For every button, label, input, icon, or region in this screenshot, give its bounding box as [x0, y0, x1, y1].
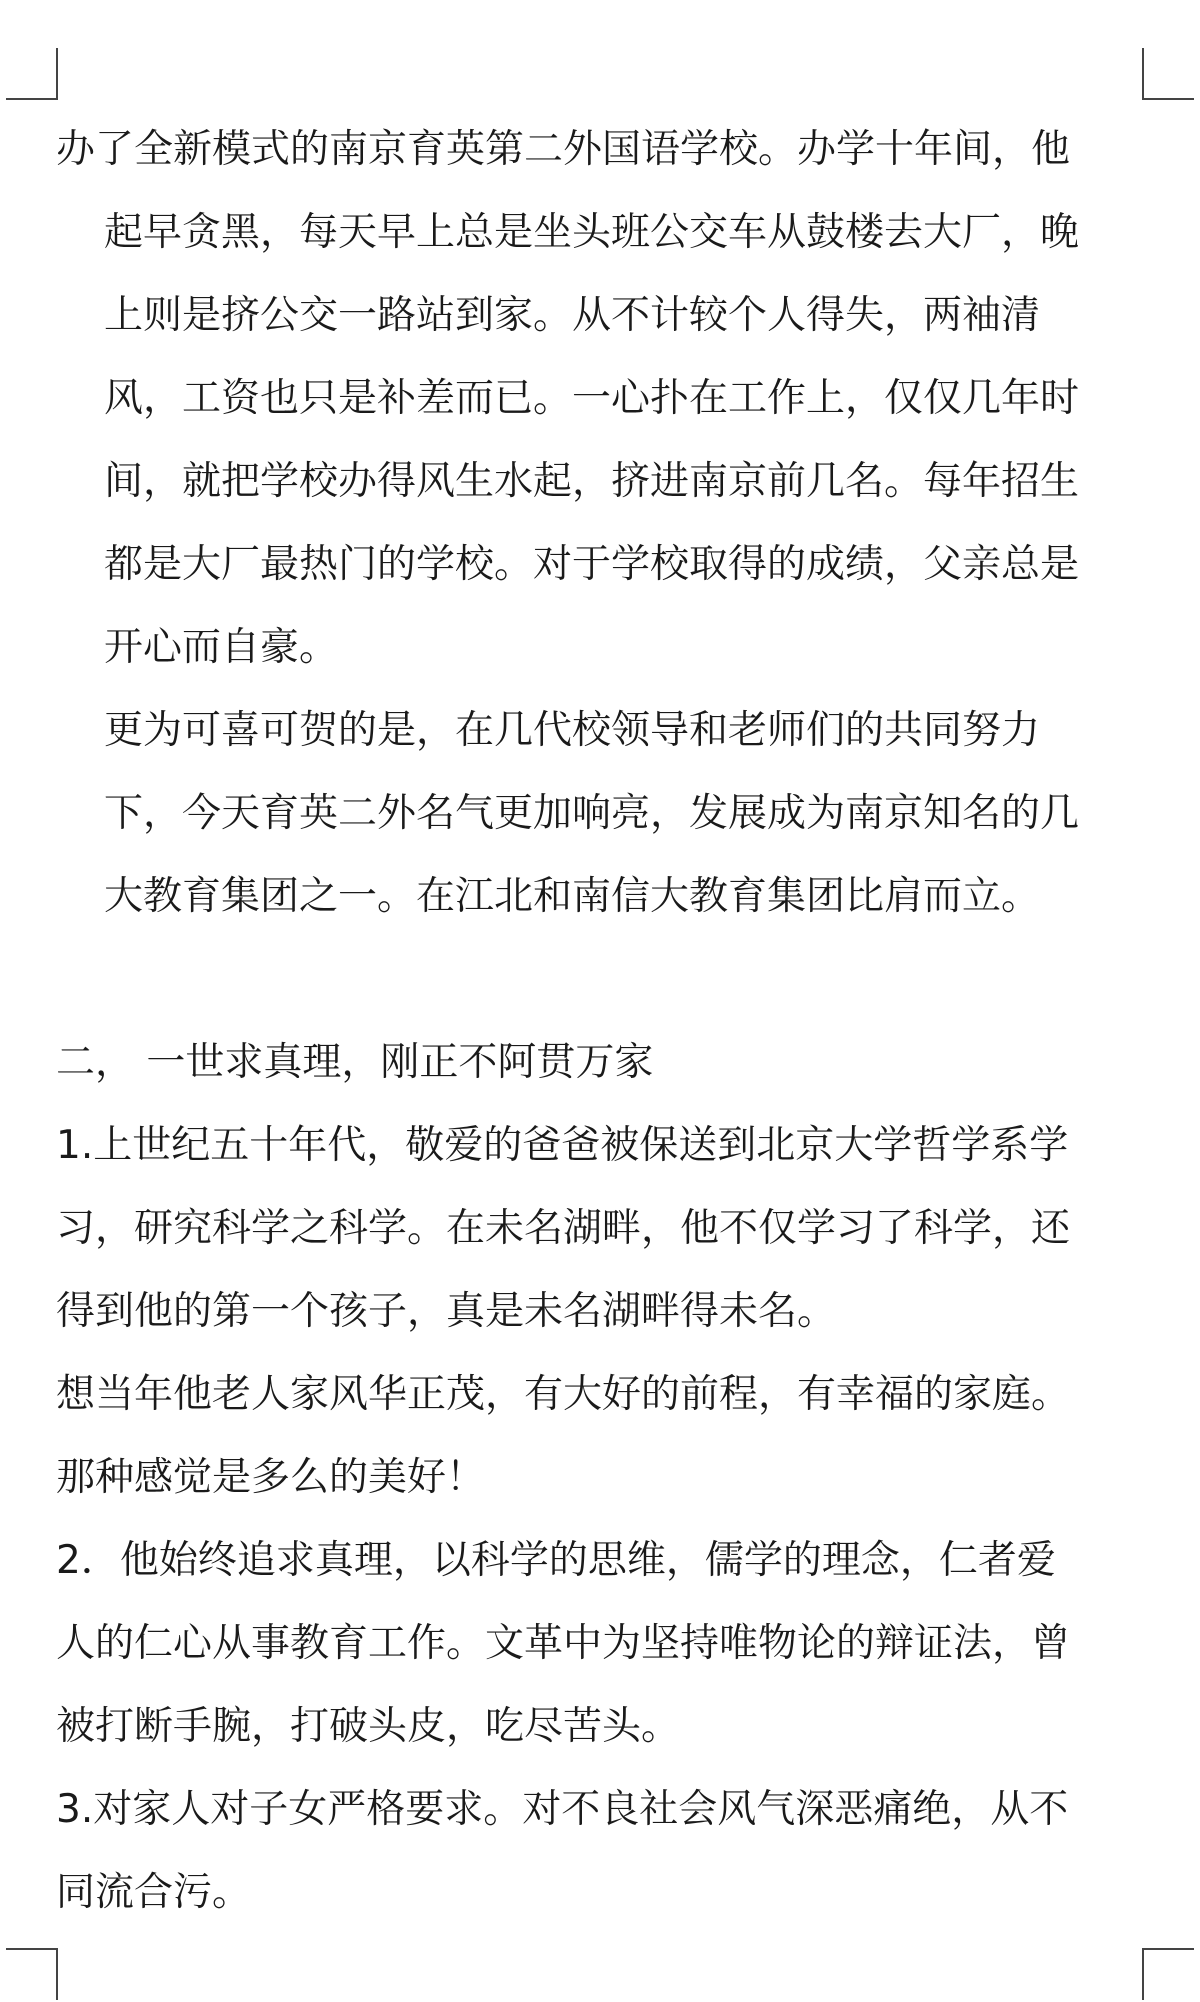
text-line: 习，研究科学之科学。在未名湖畔，他不仅学习了科学，还 [56, 1206, 1071, 1251]
item-3 [56, 1768, 1152, 1934]
text-line: 人的仁心从事教育工作。文革中为坚持唯物论的辩证法，曾 [56, 1621, 1071, 1666]
crop-mark-top-right [1142, 48, 1194, 100]
text-line: 起早贪黑，每天早上总是坐头班公交车从鼓楼去大厂，晚 [104, 210, 1080, 255]
text-line: 办了全新模式的南京育英第二外国语学校。办学十年间，他 [56, 127, 1071, 172]
item-1 [56, 1104, 1152, 1353]
crop-mark-bottom-right [1142, 1948, 1194, 2000]
text-line: 被打断手腕，打破头皮，吃尽苦头。 [56, 1704, 681, 1749]
text-line: 都是大厂最热门的学校。对于学校取得的成绩，父亲总是 [104, 542, 1080, 587]
crop-mark-bottom-left [6, 1948, 58, 2000]
text-line: 2．他始终追求真理，以科学的思维，儒学的理念，仁者爱 [56, 1538, 1056, 1583]
item-2 [56, 1519, 1152, 1768]
text-line: 间，就把学校办得风生水起，挤进南京前几名。每年招生 [104, 459, 1080, 504]
crop-mark-top-left [6, 48, 58, 100]
text-line: 那种感觉是多么的美好！ [56, 1455, 486, 1500]
text-line: 得到他的第一个孩子，真是未名湖畔得未名。 [56, 1289, 837, 1334]
text-line: 更为可喜可贺的是，在几代校领导和老师们的共同努力 [104, 708, 1041, 753]
text-line: 下，今天育英二外名气更加响亮，发展成为南京知名的几 [104, 791, 1080, 836]
blank-line [56, 938, 1152, 1021]
text-line: 大教育集团之一。在江北和南信大教育集团比肩而立。 [104, 874, 1041, 919]
text-line: 风，工资也只是补差而已。一心扑在工作上，仅仅几年时 [104, 376, 1080, 421]
section-heading: 二， 一世求真理，刚正不阿贯万家 [56, 1040, 654, 1085]
paragraph-school-history [56, 108, 1152, 689]
text-line: 开心而自豪。 [104, 625, 339, 670]
text-line: 想当年他老人家风华正茂，有大好的前程，有幸福的家庭。 [56, 1372, 1071, 1417]
text-line: 同流合污。 [56, 1870, 252, 1915]
text-line: 3.对家人对子女严格要求。对不良社会风气深恶痛绝，从不 [56, 1787, 1069, 1832]
item-1-continued [56, 1353, 1152, 1519]
text-line: 上则是挤公交一路站到家。从不计较个人得失，两袖清 [104, 293, 1041, 338]
text-line: 1.上世纪五十年代，敬爱的爸爸被保送到北京大学哲学系学 [56, 1123, 1069, 1168]
document-body [56, 108, 1152, 1934]
paragraph-school-growth [56, 689, 1152, 938]
